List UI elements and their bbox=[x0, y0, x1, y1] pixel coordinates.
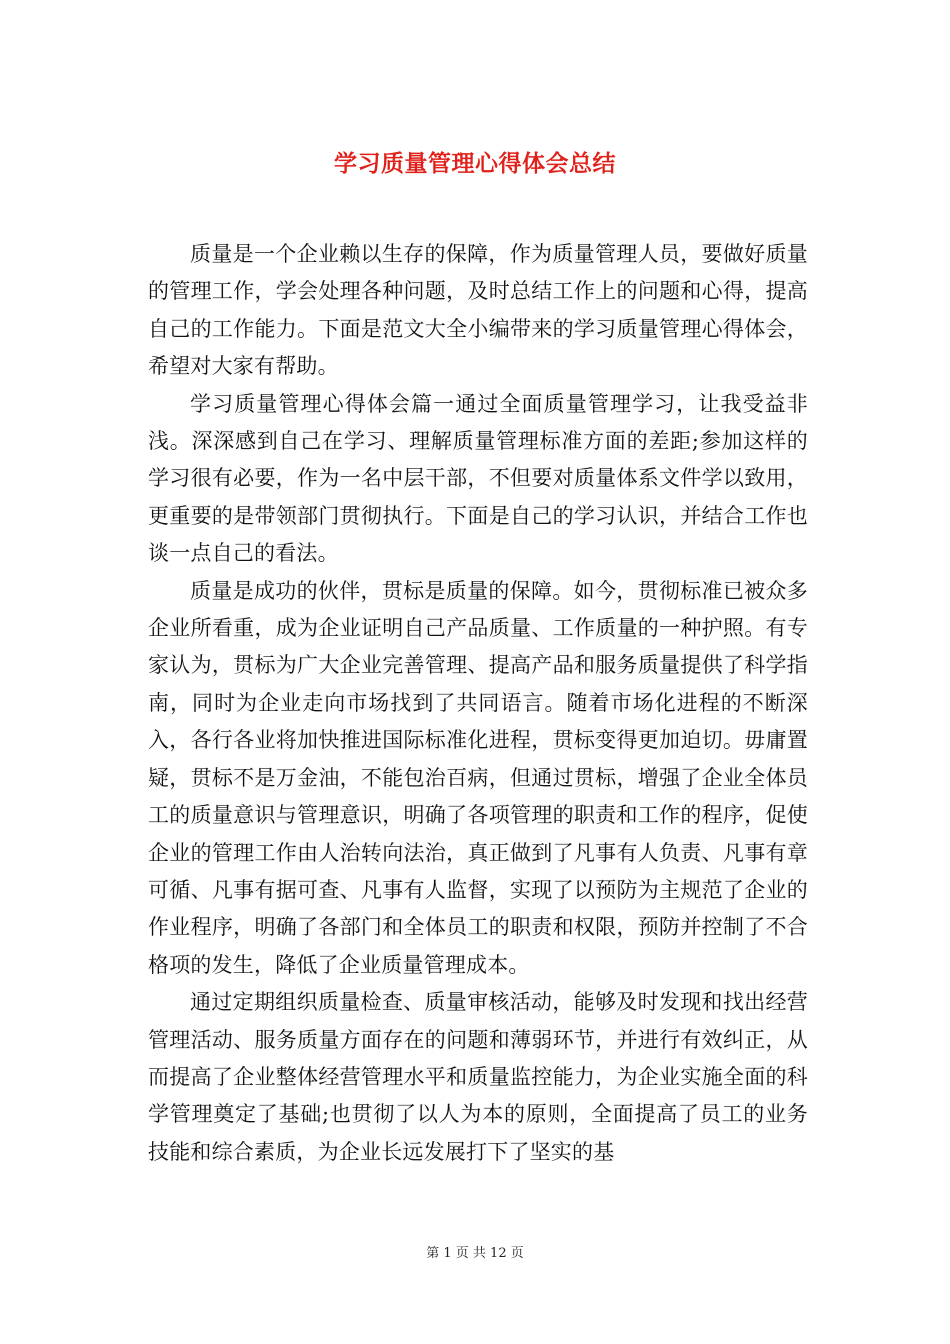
paragraph-1: 学习质量管理心得体会篇一通过全面质量管理学习，让我受益非浅。深深感到自己在学习、理解质量管理标准方面的差距;参加这样的学习很有必要，作为一名中层干部，不但要对质量体系文件学以致用，更重要的是带领部门贯彻执行。下面是自己的学习认识，并结合工作也谈一点自己的看法。 bbox=[148, 391, 808, 566]
document-body bbox=[148, 236, 808, 1171]
page-number-footer: 第 1 页 共 12 页 bbox=[426, 1246, 524, 1261]
paragraph-3: 通过定期组织质量检查、质量审核活动，能够及时发现和找出经营管理活动、服务质量方面存在的问题和薄弱环节，并进行有效纠正，从而提高了企业整体经营管理水平和质量监控能力，为企业实施全面的科学管理奠定了基础;也贯彻了以人为本的原则，全面提高了员工的业务技能和综合素质，为企业长远发展打下了坚实的基 bbox=[148, 990, 808, 1164]
paragraph-intro: 质量是一个企业赖以生存的保障，作为质量管理人员，要做好质量的管理工作，学会处理各种问题，及时总结工作上的问题和心得，提高自己的工作能力。下面是范文大全小编带来的学习质量管理心得体会，希望对大家有帮助。 bbox=[148, 242, 808, 379]
paragraph-2: 质量是成功的伙伴，贯标是质量的保障。如今，贯彻标准已被众多企业所看重，成为企业证明自己产品质量、工作质量的一种护照。有专家认为，贯标为广大企业完善管理、提高产品和服务质量提供了科学指南，同时为企业走向市场找到了共同语言。随着市场化进程的不断深入，各行各业将加快推进国际标准化进程，贯标变得更加迫切。毋庸置疑，贯标不是万金油，不能包治百病，但通过贯标，增强了企业全体员工的质量意识与管理意识，明确了各项管理的职责和工作的程序，促使企业的管理工作由人治转向法治，真正做到了凡事有人负责、凡事有章可循、凡事有据可查、凡事有人监督，实现了以预防为主规范了企业的作业程序，明确了各部门和全体员工的职责和权限，预防并控制了不合格项的发生，降低了企业质量管理成本。 bbox=[148, 578, 808, 977]
document-title: 学习质量管理心得体会总结 bbox=[334, 150, 616, 178]
